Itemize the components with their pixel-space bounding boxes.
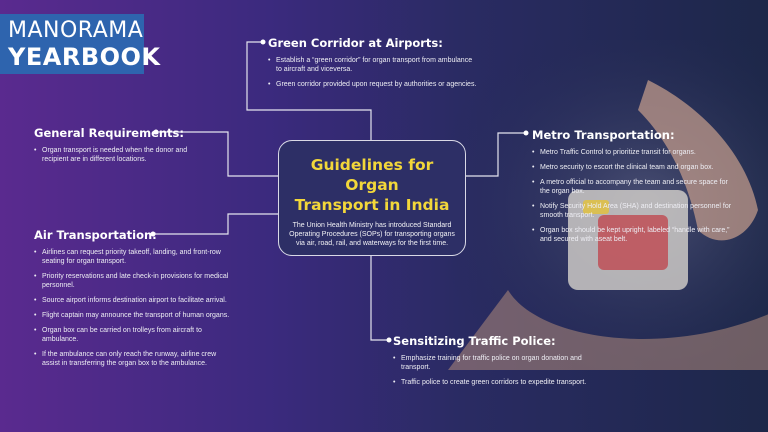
list-item: • Establish a “green corridor” for organ transport from ambulance to aircraft and viceversa. <box>268 56 478 74</box>
air-title: Air Transportation: <box>34 228 157 242</box>
logo-line-1: MANORAMA <box>8 18 144 43</box>
list-item: • Organ transport is needed when the donor and recipient are in different locations. <box>34 146 214 164</box>
center-title <box>289 155 455 215</box>
node-traffic <box>387 338 392 343</box>
list-item: • Source airport informs destination airport to facilitate arrival. <box>34 296 234 305</box>
list-item: • Airlines can request priority takeoff, landing, and front-row seating for organ transport. <box>34 248 234 266</box>
node-metro <box>524 131 529 136</box>
list-item: • Traffic police to create green corridors to expedite transport. <box>393 378 603 387</box>
section-traffic-police <box>393 334 603 387</box>
list-item: • Metro security to escort the clinical team and organ box. <box>532 163 732 172</box>
list-item: • A metro official to accompany the team and secure space for the organ box. <box>532 178 732 196</box>
general-requirements-title: General Requirements: <box>34 126 184 140</box>
connector-metro <box>466 133 526 176</box>
section-air-transportation <box>34 228 234 368</box>
center-title-line-1: Guidelines for Organ <box>310 156 434 194</box>
connector-traffic <box>371 256 389 340</box>
list-item: • Flight captain may announce the transport of human organs. <box>34 311 234 320</box>
logo-line-2: YEARBOOK <box>8 43 161 71</box>
center-description: The Union Health Ministry has introduced Standard Operating Procedures (SOPs) for transporting organs via air, road, rail, and waterways for the first time. <box>289 222 455 247</box>
center-title-box <box>278 140 466 256</box>
list-item: • If the ambulance can only reach the runway, airline crew assist in transferring the organ box to the ambulance. <box>34 350 234 368</box>
list-item: • Metro Traffic Control to prioritize transit for organs. <box>532 148 732 157</box>
list-item: • Notify Security Hold Area (SHA) and destination personnel for smooth transport. <box>532 202 732 220</box>
node-green-corridor <box>261 40 266 45</box>
list-item: • Organ box should be kept upright, labeled “handle with care,” and secured with aseat belt. <box>532 226 732 244</box>
center-title-line-2: Transport in India <box>294 196 450 214</box>
traffic-police-title: Sensitizing Traffic Police: <box>393 334 556 348</box>
list-item: • Emphasize training for traffic police on organ donation and transport. <box>393 354 603 372</box>
section-green-corridor <box>268 36 478 89</box>
list-item: • Priority reservations and late check-in provisions for medical personnel. <box>34 272 234 290</box>
section-general-requirements <box>34 126 214 164</box>
section-metro-transportation <box>532 128 732 244</box>
list-item: • Green corridor provided upon request by authorities or agencies. <box>268 80 478 89</box>
list-item: • Organ box can be carried on trolleys from aircraft to ambulance. <box>34 326 234 344</box>
metro-title: Metro Transportation: <box>532 128 675 142</box>
green-corridor-title: Green Corridor at Airports: <box>268 36 443 50</box>
